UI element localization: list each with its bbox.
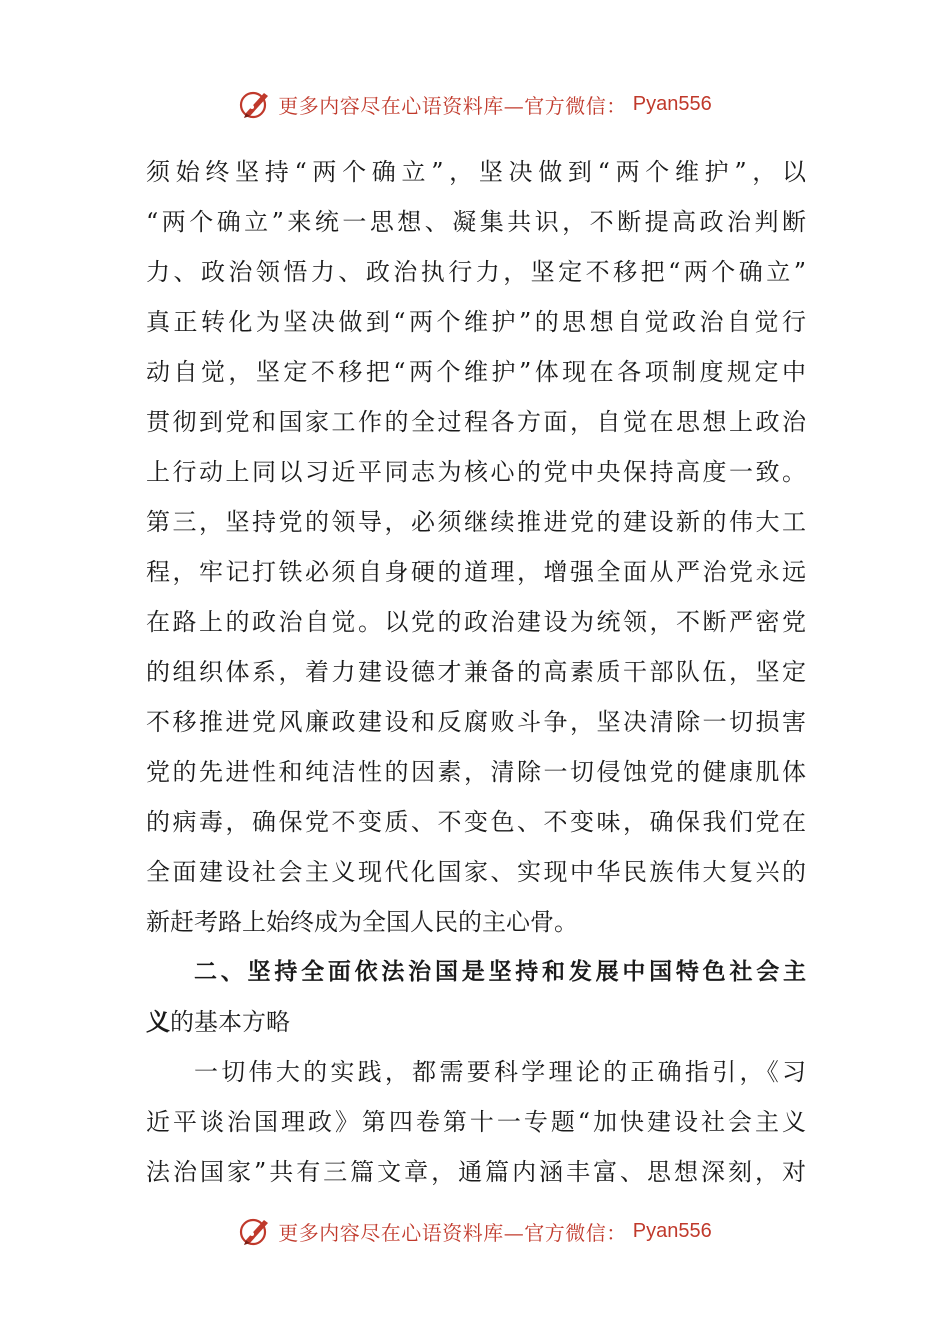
paragraph-3: [146, 1047, 806, 1197]
text-line: 党的先进性和纯洁性的因素，清除一切侵蚀党的健康肌体: [146, 758, 806, 786]
text-line: “两个确立”来统一思想、凝集共识，不断提高政治判断: [146, 208, 806, 236]
text-line: 新赶考路上始终成为全国人民的主心骨。: [146, 908, 578, 936]
document-body: [146, 147, 806, 1197]
paragraph-2: [146, 497, 806, 947]
heading-line: [146, 997, 806, 1047]
banner-text: 更多内容尽在心语资料库—官方微信：: [278, 93, 627, 118]
heading-bold-char: 义: [146, 1008, 170, 1036]
heading-line: 二、坚持全面依法治国是坚持和发展中国特色社会主: [194, 959, 806, 985]
text-line: 法治国家”共有三篇文章，通篇内涵丰富、思想深刻，对: [146, 1158, 806, 1186]
banner-wechat-id: Pyan556: [632, 92, 712, 115]
banner-wechat-id: Pyan556: [632, 1219, 712, 1242]
paragraph-1: [146, 147, 806, 497]
text-line: 程，牢记打铁必须自身硬的道理，增强全面从严治党永远: [146, 558, 806, 586]
text-line: 的组织体系，着力建设德才兼备的高素质干部队伍，坚定: [146, 658, 806, 686]
header-watermark-banner: [0, 84, 950, 124]
text-line: 真正转化为坚决做到“两个维护”的思想自觉政治自觉行: [146, 308, 806, 336]
text-line: 须始终坚持“两个确立”，坚决做到“两个维护”，以: [146, 158, 806, 186]
text-line: 上行动上同以习近平同志为核心的党中央保持高度一致。: [146, 458, 806, 486]
text-line: 全面建设社会主义现代化国家、实现中华民族伟大复兴的: [146, 858, 806, 886]
text-line: 贯彻到党和国家工作的全过程各方面，自觉在思想上政治: [146, 408, 806, 436]
pen-logo-icon: [238, 1214, 272, 1248]
text-line: 第三，坚持党的领导，必须继续推进党的建设新的伟大工: [146, 508, 806, 536]
text-line: 不移推进党风廉政建设和反腐败斗争，坚决清除一切损害: [146, 708, 806, 736]
text-line: 的病毒，确保党不变质、不变色、不变味，确保我们党在: [146, 808, 806, 836]
text-line: 近平谈治国理政》第四卷第十一专题“加快建设社会主义: [146, 1108, 806, 1136]
text-line: 动自觉，坚定不移把“两个维护”体现在各项制度规定中: [146, 358, 806, 386]
text-line: 一切伟大的实践，都需要科学理论的正确指引，《习: [194, 1058, 806, 1086]
footer-watermark-banner: [0, 1211, 950, 1251]
text-line: 在路上的政治自觉。以党的政治建设为统领，不断严密党: [146, 608, 806, 636]
text-line: 力、政治领悟力、政治执行力，坚定不移把“两个确立”: [146, 258, 806, 286]
section-heading: [146, 947, 806, 1047]
banner-text: 更多内容尽在心语资料库—官方微信：: [278, 1220, 627, 1245]
heading-rest-text: 的基本方略: [170, 1008, 290, 1036]
pen-logo-icon: [238, 87, 272, 121]
